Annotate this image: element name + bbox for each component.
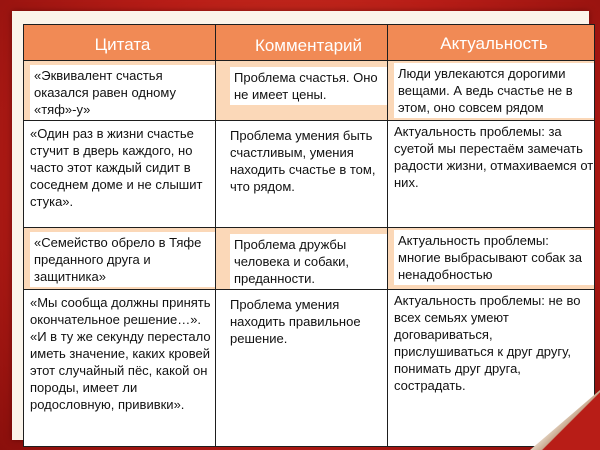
comment-text: Проблема дружбы человека и собаки, преданности.	[230, 234, 387, 289]
relevance-cell	[388, 228, 595, 290]
relevance-cell	[388, 61, 595, 121]
quotes-table	[23, 24, 595, 447]
header-quote: Цитата	[24, 25, 216, 61]
comment-cell	[216, 61, 388, 121]
comment-cell	[216, 228, 388, 290]
quote-text: «Семейство обрело в Тяфе преданного друга и защитника»	[30, 232, 215, 287]
relevance-text: Люди увлекаются дорогими вещами. А ведь счастье не в этом, оно совсем рядом	[394, 63, 594, 118]
quote-cell	[24, 228, 216, 290]
comment-cell: Проблема умения быть счастливым, умения находить счастье в том, что рядом.	[216, 121, 388, 228]
table-row	[24, 290, 595, 447]
table-row	[24, 61, 595, 121]
relevance-text: Актуальность проблемы: многие выбрасывают собак за ненадобностью	[394, 230, 594, 285]
table-header-row	[24, 25, 595, 61]
relevance-cell: Актуальность проблемы: не во всех семьях умеют договариваться, прислушиваться к друг другу, понимать друг друга, сострадать.	[388, 290, 595, 447]
quote-cell	[24, 61, 216, 121]
header-comment: Комментарий	[216, 25, 388, 61]
quote-cell: «Мы сообща должны принять окончательное решение…». «И в ту же секунду перестало иметь значение, каких кровей этот случайный пёс, какой он породы, имеет ли родословную, прививки».	[24, 290, 216, 447]
table-row	[24, 121, 595, 228]
header-relevance: Актуальность	[388, 25, 595, 61]
table-row	[24, 228, 595, 290]
quote-cell: «Один раз в жизни счастье стучит в дверь каждого, но часто этот каждый сидит в соседнем доме и не слышит стука».	[24, 121, 216, 228]
quote-text: «Эквивалент счастья оказался равен одному «тяф»-у»	[30, 65, 215, 120]
relevance-cell: Актуальность проблемы: за суетой мы перестаём замечать радости жизни, отмахиваемся от них.	[388, 121, 595, 228]
comment-cell: Проблема умения находить правильное решение.	[216, 290, 388, 447]
comment-text: Проблема счастья. Оно не имеет цены.	[230, 67, 387, 105]
